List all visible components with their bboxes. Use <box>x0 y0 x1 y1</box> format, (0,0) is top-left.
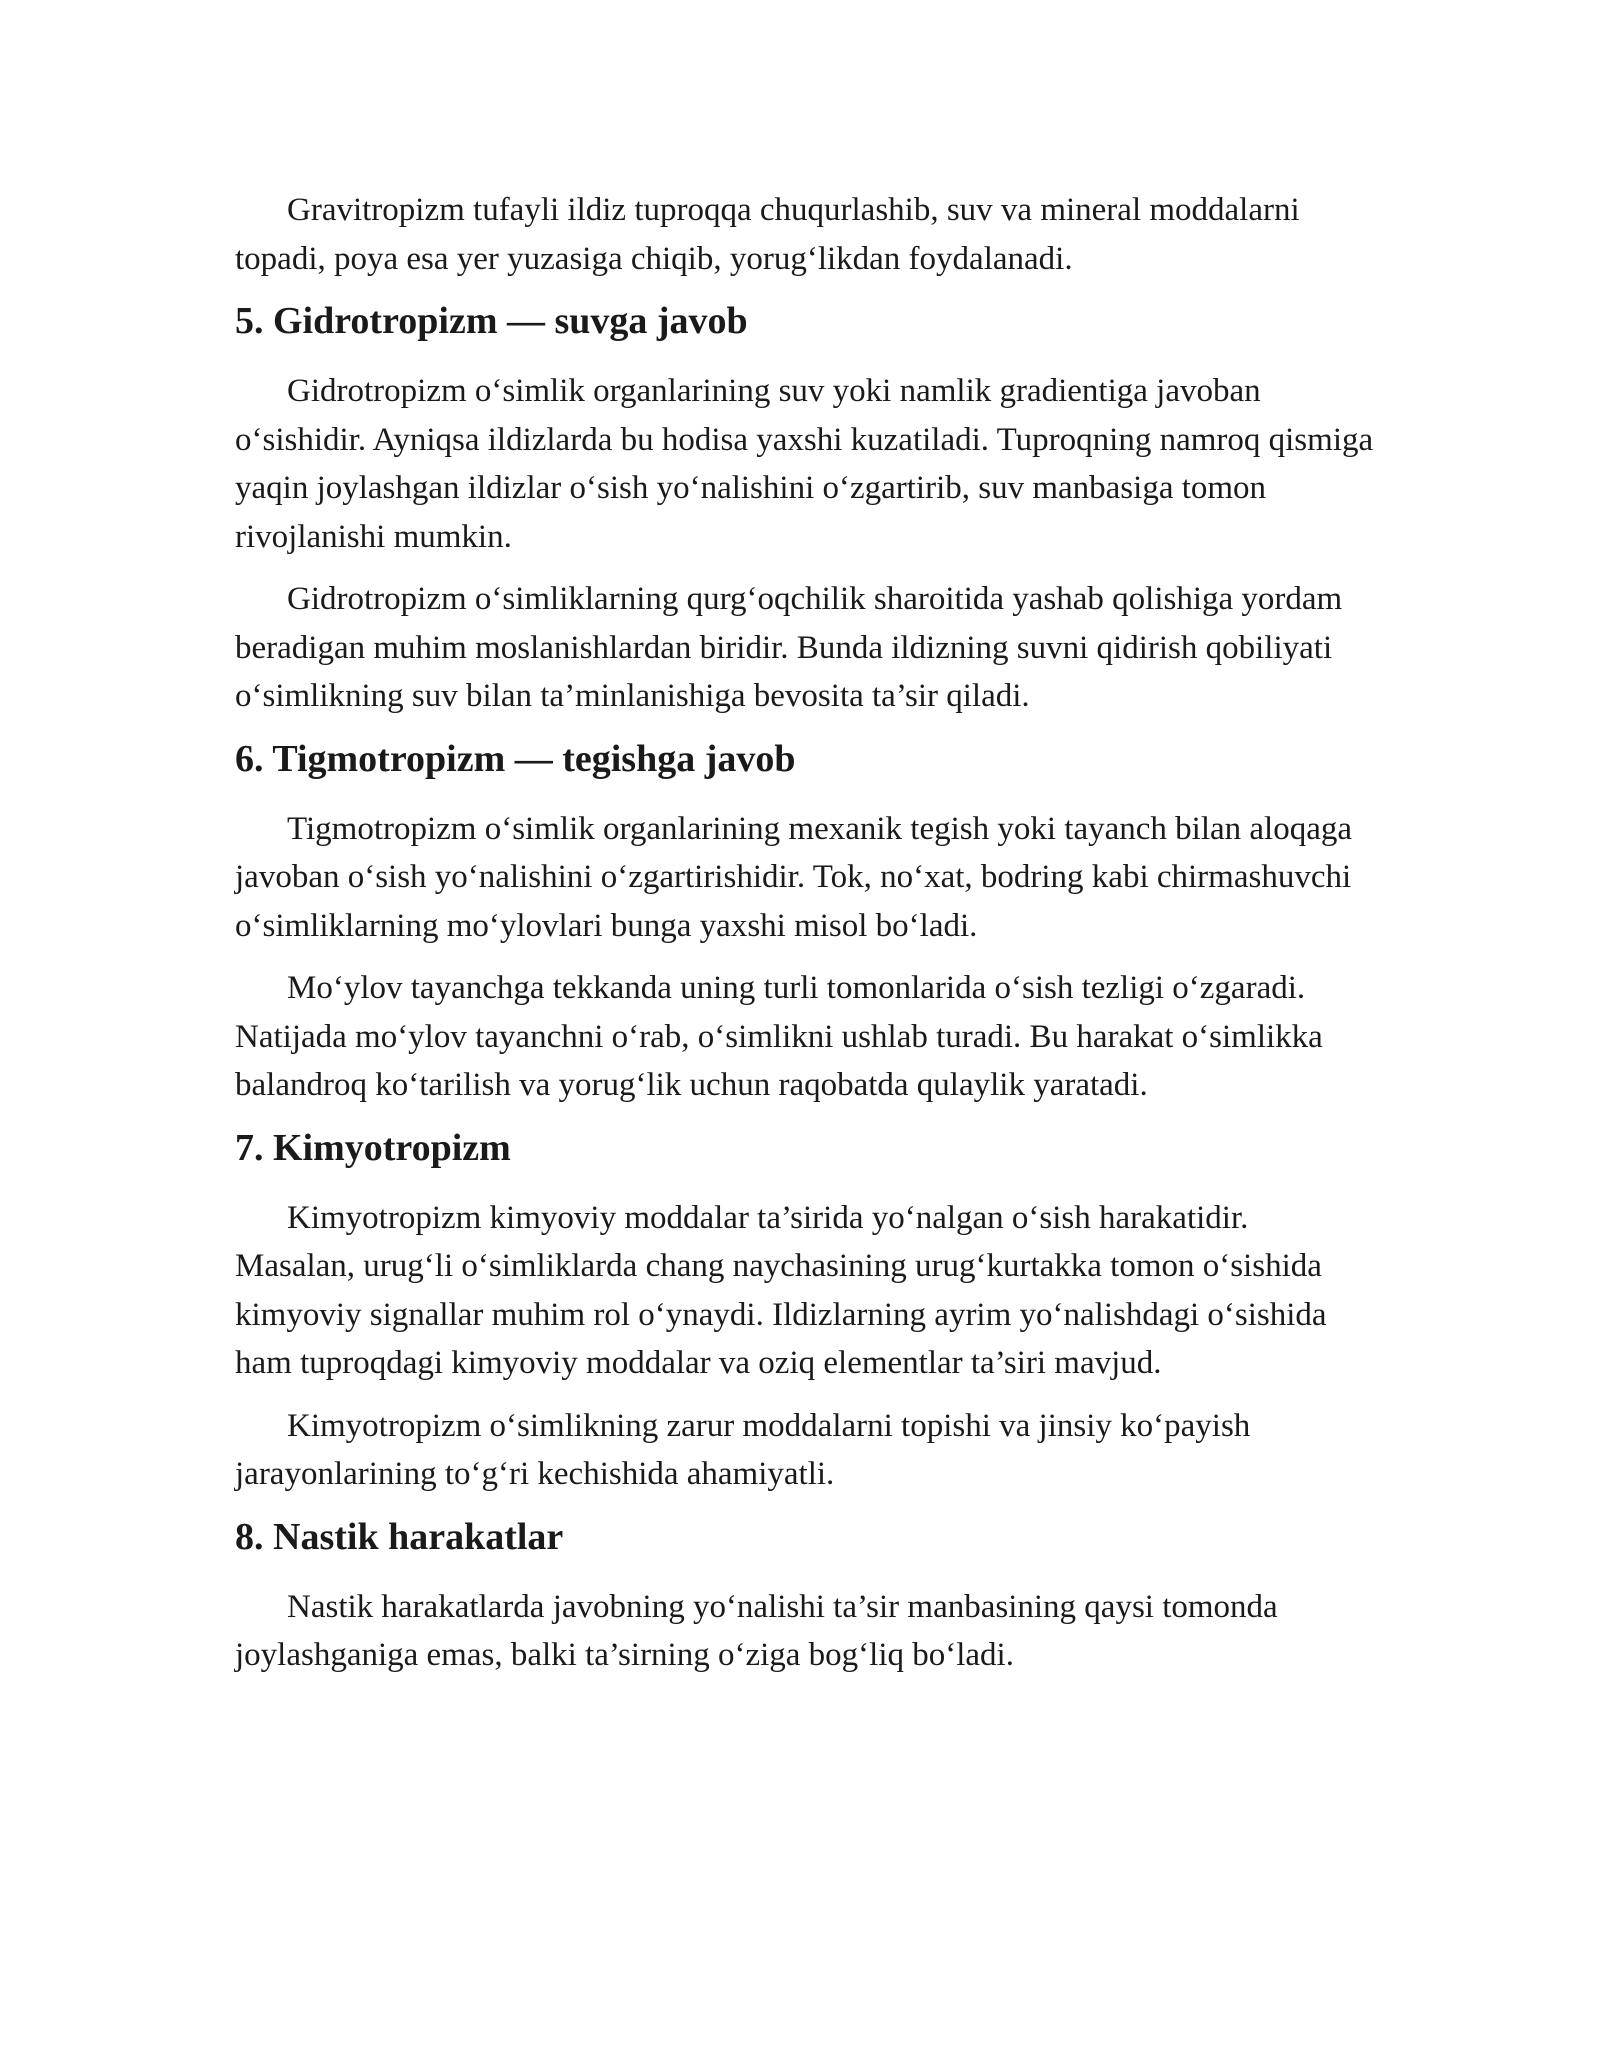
paragraph-gidrotropizm-2: Gidrotropizm o‘simliklarning qurg‘oqchilik sharoitida yashab qolishiga yordam beradigan muhim moslanishlardan biridir. Bunda ildizning suvni qidirish qobiliyati o‘simlikning suv bilan ta’minlanishiga bevosita ta’sir qiladi. <box>235 581 1343 714</box>
document-page <box>235 186 1375 1694</box>
paragraph-gravitropizm: Gravitropizm tufayli ildiz tuproqqa chuqurlashib, suv va mineral moddalarni topadi, poya esa yer yuzasiga chiqib, yorug‘likdan foydalanadi. <box>235 192 1300 277</box>
paragraph-tigmotropizm-1: Tigmotropizm o‘simlik organlarining mexanik tegish yoki tayanch bilan aloqaga javoban o‘sish yo‘nalishini o‘zgartirishidir. Tok, no‘xat, bodring kabi chirmashuvchi o‘simliklarning mo‘ylovlari bunga yaxshi misol bo‘ladi. <box>235 810 1352 944</box>
paragraph-gidrotropizm-1: Gidrotropizm o‘simlik organlarining suv yoki namlik gradientiga javoban o‘sishidir. Ayniqsa ildizlarda bu hodisa yaxshi kuzatiladi. Tuproqning namroq qismiga yaqin joylashgan ildizlar o‘sish yo‘nalishini o‘zgartirib, suv manbasiga tomon rivojlanishi mumkin. <box>235 373 1374 555</box>
heading-gidrotropizm: 5. Gidrotropizm — suvga javob <box>235 300 748 342</box>
heading-nastik-harakatlar: 8. Nastik harakatlar <box>235 1515 564 1558</box>
paragraph-tigmotropizm-2: Mo‘ylov tayanchga tekkanda uning turli tomonlarida o‘sish tezligi o‘zgaradi. Natijada mo‘ylov tayanchni o‘rab, o‘simlikni ushlab turadi. Bu harakat o‘simlikka balandroq ko‘tarilish va yorug‘lik uchun raqobatda qulaylik yaratadi. <box>235 970 1323 1103</box>
paragraph-nastik-harakatlar: Nastik harakatlarda javobning yo‘nalishi ta’sir manbasining qaysi tomonda joylashganiga emas, balki ta’sirning o‘ziga bog‘liq bo‘ladi. <box>235 1588 1278 1673</box>
heading-kimyotropizm: 7. Kimyotropizm <box>235 1126 511 1169</box>
heading-tigmotropizm: 6. Tigmotropizm — tegishga javob <box>235 737 796 780</box>
paragraph-kimyotropizm-1: Kimyotropizm kimyoviy moddalar ta’sirida yo‘nalgan o‘sish harakatidir. Masalan, urug‘li o‘simliklarda chang naychasining urug‘kurtakka tomon o‘sishida kimyoviy signallar muhim rol o‘ynaydi. Ildizlarning ayrim yo‘nalishdagi o‘sishida ham tuproqdagi kimyoviy moddalar va oziq elementlar ta’siri mavjud. <box>235 1199 1327 1381</box>
paragraph-kimyotropizm-2: Kimyotropizm o‘simlikning zarur moddalarni topishi va jinsiy ko‘payish jarayonlarining to‘g‘ri kechishida ahamiyatli. <box>235 1407 1251 1492</box>
